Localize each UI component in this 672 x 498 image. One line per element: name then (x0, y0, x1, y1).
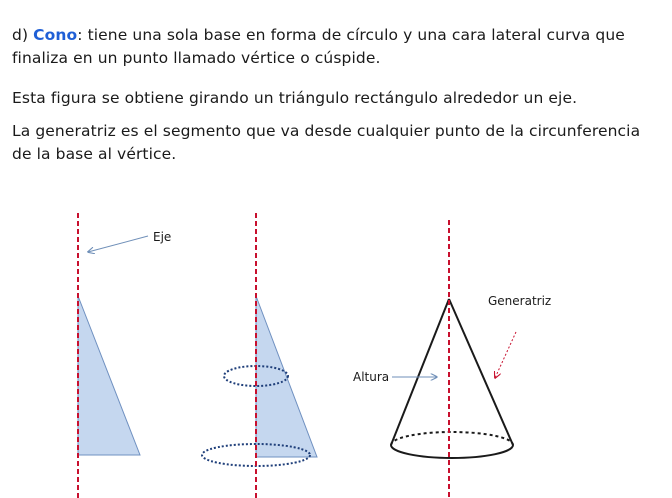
cone-base-front (391, 445, 513, 458)
rotation-paragraph: Esta figura se obtiene girando un triángulo rectángulo alrededor un eje. (12, 89, 578, 107)
axis-label-arrow (88, 236, 148, 252)
panel-cone (353, 220, 551, 498)
panel-rotation (202, 213, 317, 498)
cone-side-right-generatrix (449, 299, 513, 445)
section-prefix: d) (12, 26, 34, 44)
term-cono: Cono (33, 26, 78, 44)
rotating-triangle (256, 296, 317, 457)
panel-triangle (78, 213, 171, 498)
label-generatriz: Generatriz (488, 294, 552, 308)
cone-base-back (391, 432, 513, 445)
label-eje: Eje (153, 230, 172, 244)
label-altura: Altura (353, 370, 390, 384)
right-triangle (78, 296, 140, 455)
cone-side-left (391, 299, 449, 445)
definition-text: : tiene una sola base en forma de círculo y una cara lateral curva que finaliza en un punto llamado vértice o cúspide. (12, 26, 625, 67)
generatrix-paragraph: La generatriz es el segmento que va desde cualquier punto de la circunferencia de la base al vértice. (12, 122, 641, 163)
generatrix-label-arrow (495, 332, 516, 378)
